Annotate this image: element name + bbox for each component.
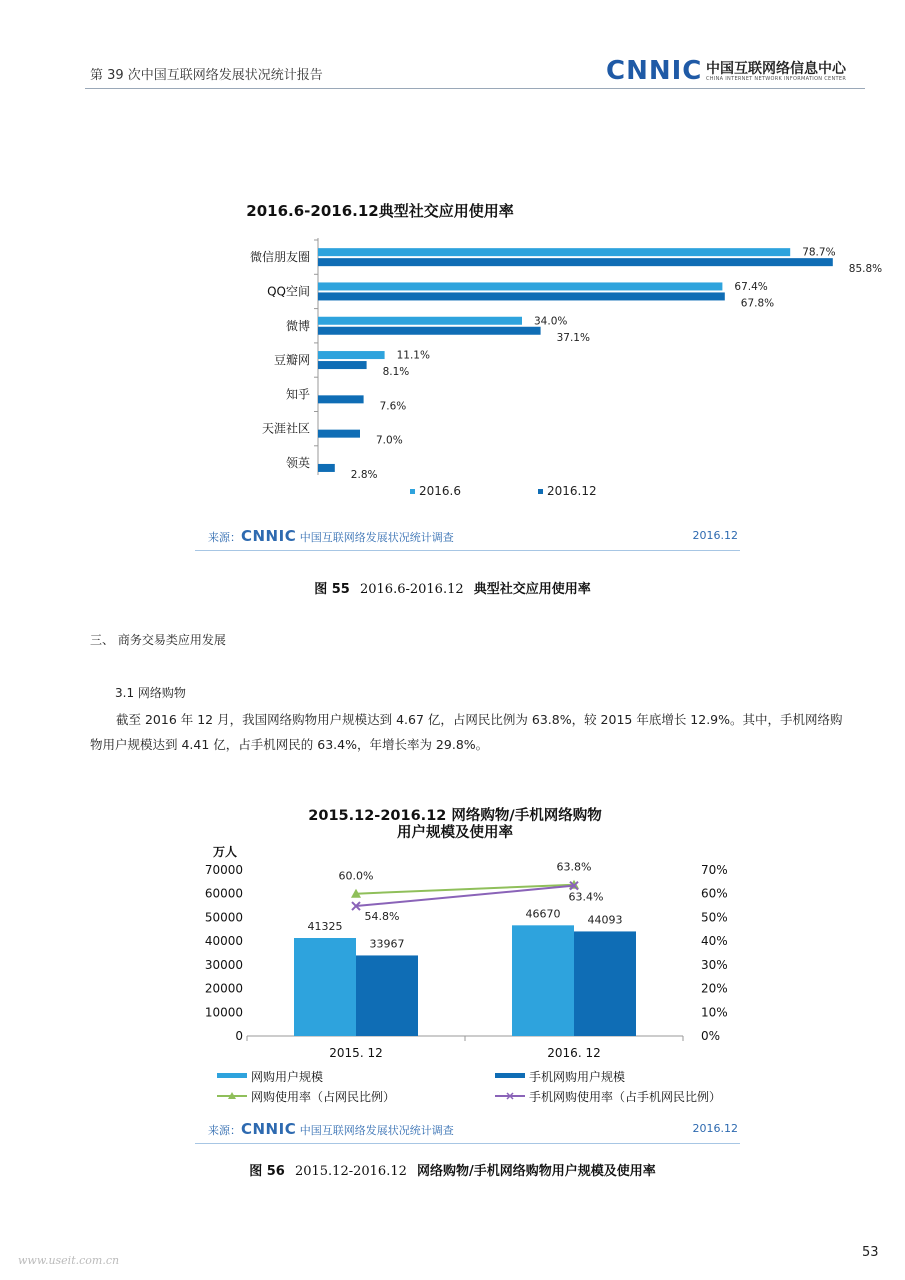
cnnic-logo xyxy=(606,56,866,86)
x-tick-label: 2015. 12 xyxy=(329,1046,383,1060)
bar-2016.12 xyxy=(318,430,360,438)
y-tick-label: 30000 xyxy=(204,957,243,972)
caption-text: 2016.6-2016.12 xyxy=(359,582,464,597)
source-brand: CNNIC xyxy=(241,1120,297,1138)
data-label: 7.6% xyxy=(379,400,407,413)
header-divider xyxy=(85,88,865,89)
bar-手机网购用户规模 xyxy=(574,931,636,1036)
source-date: 2016.12 xyxy=(692,1122,738,1135)
legend-label: 手机网购用户规模 xyxy=(529,1070,626,1084)
bar-2016.12 xyxy=(318,464,335,472)
bar-2016.12 xyxy=(318,258,833,266)
data-label: 67.8% xyxy=(740,297,775,310)
legend-swatch xyxy=(495,1073,525,1078)
y2-tick-label: 10% xyxy=(701,1005,728,1020)
data-label: 7.0% xyxy=(376,434,403,447)
x-tick-label: 2016. 12 xyxy=(547,1046,601,1060)
figure55-svg xyxy=(165,160,883,550)
y-tick-label: 0 xyxy=(235,1029,243,1043)
bar-2016.12 xyxy=(318,361,367,369)
data-label: 2.8% xyxy=(350,468,378,481)
bar-网购用户规模 xyxy=(294,938,356,1036)
data-label: 37.1% xyxy=(556,331,590,344)
page-number: 53 xyxy=(862,1245,879,1260)
y-tick-label: 60000 xyxy=(204,886,243,901)
section-heading: 三、 商务交易类应用发展 xyxy=(90,633,226,647)
figure55-chart xyxy=(165,160,883,550)
figure55-caption xyxy=(0,578,905,597)
y2-tick-label: 0% xyxy=(701,1029,721,1043)
data-label: 60.0% xyxy=(338,869,374,883)
category-label: 微信朋友圈 xyxy=(249,250,310,265)
caption-num: 图 55 xyxy=(314,582,350,597)
data-label: 8.1% xyxy=(382,366,410,379)
category-label: 天涯社区 xyxy=(261,421,310,436)
category-label: 领英 xyxy=(285,455,310,470)
category-label: 知乎 xyxy=(285,387,310,402)
figure56-source-rule xyxy=(195,1143,740,1144)
bar-2016.12 xyxy=(318,327,541,335)
data-label: 78.7% xyxy=(802,246,836,259)
logo-cn: 中国互联网络信息中心 xyxy=(706,61,846,77)
category-label: 微博 xyxy=(285,318,310,333)
data-label: 46670 xyxy=(525,907,561,921)
data-label: 67.4% xyxy=(734,280,768,293)
y2-tick-label: 70% xyxy=(701,863,728,877)
y-tick-label: 70000 xyxy=(204,863,243,877)
data-label: 54.8% xyxy=(364,910,400,924)
bar-手机网购用户规模 xyxy=(356,955,418,1036)
legend-label: 2016.12 xyxy=(547,484,597,498)
bar-网购用户规模 xyxy=(512,925,574,1036)
figure56-caption xyxy=(0,1160,905,1179)
y-tick-label: 50000 xyxy=(204,910,243,925)
chart-title: 用户规模及使用率 xyxy=(397,825,513,841)
legend-swatch xyxy=(538,489,543,494)
category-label: 豆瓣网 xyxy=(273,353,310,368)
y-tick-label: 40000 xyxy=(204,934,243,949)
data-label: 33967 xyxy=(369,937,405,951)
caption-text: 2015.12-2016.12 xyxy=(294,1164,407,1179)
logo-en: CHINA INTERNET NETWORK INFORMATION CENTER xyxy=(706,76,847,82)
caption-num: 图 56 xyxy=(249,1164,285,1179)
legend-swatch xyxy=(217,1073,247,1078)
caption-title: 典型社交应用使用率 xyxy=(473,582,591,597)
section-paragraph: 截至 2016 年 12 月，我国网络购物用户规模达到 4.67 亿，占网民比例为 63.8%，较 2015 年底增长 12.9%。其中，手机网络购物用户规模达到 4.41 亿，占手机网民的 63.4%，年增长率为 29.8%。 xyxy=(90,712,843,752)
source-prefix: 来源： xyxy=(208,1124,241,1137)
y-tick-label: 20000 xyxy=(204,981,243,996)
logo-text: CNNIC xyxy=(606,56,703,86)
legend-swatch xyxy=(410,489,415,494)
source-date: 2016.12 xyxy=(692,529,738,542)
caption-title: 网络购物/手机网络购物用户规模及使用率 xyxy=(417,1164,656,1179)
bar-2016.6 xyxy=(318,282,722,290)
figure55-source xyxy=(208,527,738,547)
source-text: 中国互联网络发展状况统计调查 xyxy=(299,531,454,544)
bar-2016.12 xyxy=(318,292,725,300)
figure56-source xyxy=(208,1120,738,1140)
y2-tick-label: 50% xyxy=(701,910,728,925)
bar-2016.6 xyxy=(318,317,522,325)
figure55-source-rule xyxy=(195,550,740,551)
footer-url: www.useit.com.cn xyxy=(18,1254,120,1267)
data-label: 85.8% xyxy=(848,263,883,276)
data-label: 34.0% xyxy=(534,315,568,328)
source-text: 中国互联网络发展状况统计调查 xyxy=(299,1124,454,1137)
data-label: 44093 xyxy=(587,913,623,927)
y2-tick-label: 30% xyxy=(701,957,728,972)
bar-2016.12 xyxy=(318,395,364,403)
category-label: QQ空间 xyxy=(267,284,310,299)
y-unit-label: 万人 xyxy=(213,845,238,859)
figure56-chart xyxy=(165,790,775,1120)
report-title: 第 39 次中国互联网络发展状况统计报告 xyxy=(90,68,323,83)
data-label: 63.8% xyxy=(556,860,592,874)
legend-label: 2016.6 xyxy=(419,484,461,498)
figure56-svg xyxy=(165,790,775,1120)
y2-tick-label: 20% xyxy=(701,981,728,996)
y-tick-label: 10000 xyxy=(204,1005,243,1020)
legend-label: 网购使用率（占网民比例） xyxy=(251,1090,396,1104)
data-label: 63.4% xyxy=(568,890,604,904)
chart-title: 2015.12-2016.12 网络购物/手机网络购物 xyxy=(308,808,602,824)
data-label: 41325 xyxy=(307,920,343,934)
legend-label: 网购用户规模 xyxy=(251,1070,324,1084)
chart-title: 2016.6-2016.12典型社交应用使用率 xyxy=(246,202,514,220)
y2-tick-label: 40% xyxy=(701,934,728,949)
source-brand: CNNIC xyxy=(241,527,297,545)
y2-tick-label: 60% xyxy=(701,886,728,901)
data-label: 11.1% xyxy=(396,349,430,362)
sub-heading: 3.1 网络购物 xyxy=(115,686,186,700)
bar-2016.6 xyxy=(318,248,790,256)
source-prefix: 来源： xyxy=(208,531,241,544)
bar-2016.6 xyxy=(318,351,385,359)
legend-label: 手机网购使用率（占手机网民比例） xyxy=(529,1090,722,1104)
